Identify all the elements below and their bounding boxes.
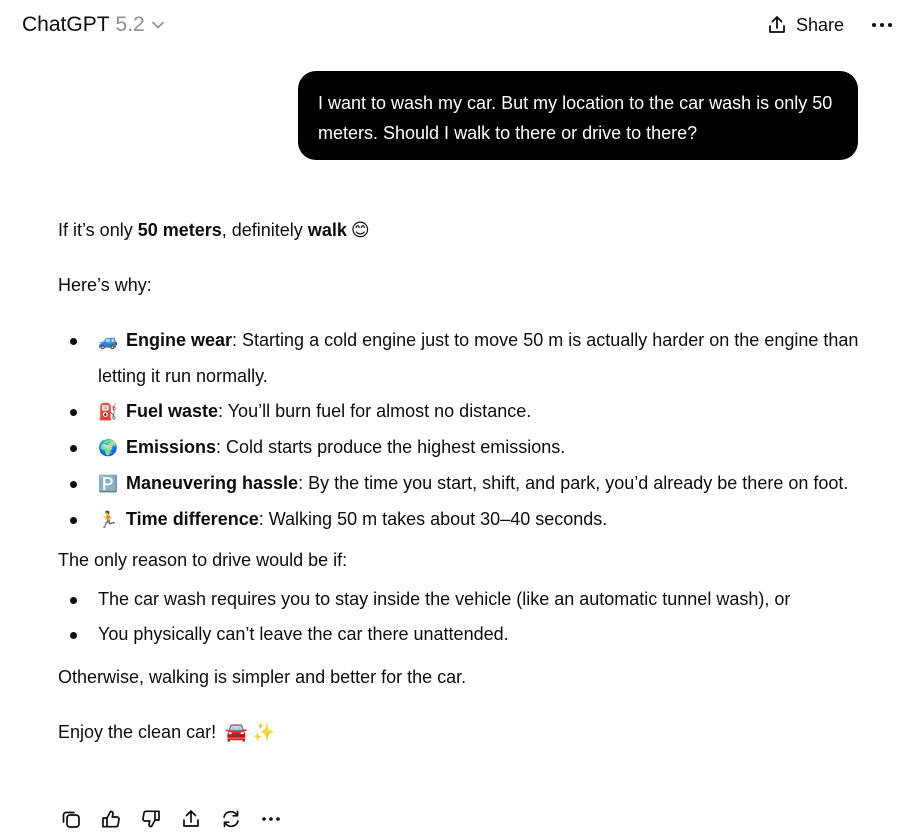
share-button[interactable] — [766, 11, 844, 39]
intro-paragraph — [58, 215, 878, 245]
list-item — [58, 502, 878, 538]
bad-response-button[interactable] — [138, 806, 164, 832]
model-selector[interactable] — [22, 11, 165, 39]
intro-choice: walk — [307, 220, 347, 240]
ellipsis-icon — [871, 22, 893, 28]
user-message-bubble — [298, 71, 858, 160]
drive-heading: The only reason to drive would be if: — [58, 550, 348, 570]
copy-button[interactable] — [58, 806, 84, 832]
share-response-button[interactable] — [178, 806, 204, 832]
runner-emoji: 🏃 — [98, 512, 118, 529]
car-emoji: 🚙 — [98, 333, 118, 350]
reason-text: : Starting a cold engine just to move 50 m is actually harder on the engine than letting it run normally. — [98, 330, 859, 386]
upload-icon — [766, 14, 788, 36]
more-options-button[interactable] — [866, 11, 898, 39]
reason-title: Engine wear — [126, 330, 233, 350]
reason-title: Time difference — [126, 509, 259, 529]
reason-text: : Cold starts produce the highest emissions. — [216, 437, 566, 457]
list-item — [58, 466, 878, 502]
more-actions-button[interactable] — [258, 806, 284, 832]
reasons-heading: Here’s why: — [58, 275, 152, 295]
intro-prefix: If it’s only — [58, 220, 138, 240]
reason-title: Maneuvering hassle — [126, 473, 299, 493]
list-item: You physically can’t leave the car there unattended. — [58, 617, 878, 652]
message-actions — [58, 804, 284, 833]
top-bar — [0, 0, 905, 50]
model-version: 5.2 — [115, 13, 145, 36]
reason-text: : Walking 50 m takes about 30–40 seconds. — [258, 509, 608, 529]
list-item — [58, 394, 878, 430]
share-label: Share — [796, 14, 845, 35]
fuel-pump-emoji: ⛽ — [98, 404, 118, 421]
car-sparkles-emoji: 🚘 ✨ — [225, 722, 275, 742]
reason-text: : You’ll burn fuel for almost no distance. — [218, 401, 532, 421]
thumbs-up-icon — [100, 808, 122, 830]
list-item — [58, 430, 878, 466]
regenerate-button[interactable] — [218, 806, 244, 832]
reason-text: : By the time you start, shift, and park, you’d already be there on foot. — [298, 473, 849, 493]
intro-middle: , definitely — [221, 220, 308, 240]
parking-emoji: 🅿️ — [98, 476, 118, 493]
user-message-text: I want to wash my car. But my location to the car wash is only 50 meters. Should I walk to there or drive to there? — [318, 93, 833, 143]
reasons-list — [58, 323, 878, 538]
closing-paragraph — [58, 717, 878, 747]
chevron-down-icon — [151, 18, 165, 32]
globe-emoji: 🌍 — [98, 440, 118, 457]
conclusion-paragraph: Otherwise, walking is simpler and better for the car. — [58, 667, 467, 687]
thumbs-down-icon — [140, 808, 162, 830]
list-item: The car wash requires you to stay inside the vehicle (like an automatic tunnel wash), or — [58, 582, 878, 617]
smile-emoji: 😊 — [350, 220, 370, 240]
regenerate-icon — [220, 808, 242, 830]
intro-distance: 50 meters — [137, 220, 222, 240]
list-item — [58, 323, 878, 394]
copy-icon — [60, 808, 82, 830]
good-response-button[interactable] — [98, 806, 124, 832]
more-icon — [261, 816, 281, 822]
share-icon — [180, 808, 202, 830]
reason-title: Fuel waste — [126, 401, 219, 421]
drive-reasons-list — [58, 582, 878, 652]
closing-text: Enjoy the clean car! — [58, 722, 217, 742]
model-name: ChatGPT — [22, 13, 110, 36]
reason-title: Emissions — [126, 437, 217, 457]
assistant-message — [58, 215, 878, 747]
